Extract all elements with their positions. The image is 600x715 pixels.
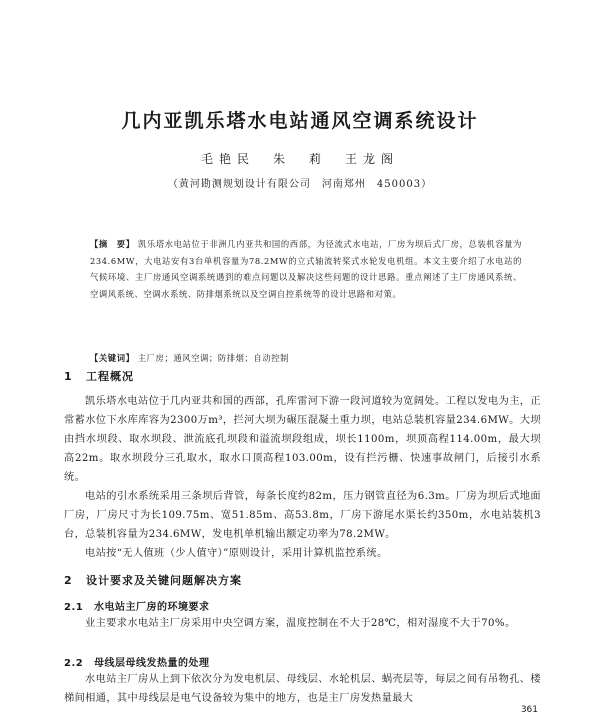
section-title: 设计要求及关键问题解决方案 <box>86 574 242 587</box>
subsection-title: 母线层母线发热量的处理 <box>94 658 210 669</box>
subsection-number: 2.2 <box>64 658 84 669</box>
paper-title: 几内亚凯乐塔水电站通风空调系统设计 <box>121 110 479 132</box>
section-heading <box>64 572 242 588</box>
section-number: 2 <box>64 574 73 587</box>
section-title: 工程概况 <box>86 370 134 383</box>
body-paragraph: 水电站主厂房从上到下依次分为发电机层、母线层、水轮机层、蜗壳层等，每层之间有吊物孔、楼梯间相通，其中母线层是电气设备较为集中的地方，也是主厂房发热量最大 <box>64 674 541 704</box>
page-number: 361 <box>520 705 538 715</box>
body-paragraph: 业主要求水电站主厂房采用中央空调方案，温度控制在不大于28℃，相对湿度不大于70%。 <box>85 618 516 629</box>
subsection-title: 水电站主厂房的环境要求 <box>94 602 210 613</box>
subsection-heading <box>64 654 210 669</box>
body-paragraph: 电站的引水系统采用三条坝后背管，每条长度约82m，压力钢管直径为6.3m。厂房为坝后式地面厂房，厂房尺寸为长109.75m、宽51.85m、高53.8m，厂房下游尾水渠长约350m，水电站装机3台，总装机容量为234.6MW，发电机单机输出额定功率为78.2MW。 <box>64 491 541 540</box>
keywords-label: 【关键词】 <box>90 353 135 363</box>
abstract-label: 【摘 要】 <box>90 239 135 249</box>
keywords-text: 主厂房；通风空调；防排烟；自动控制 <box>137 353 289 363</box>
subsection-heading <box>64 598 210 613</box>
keywords-block <box>90 351 522 365</box>
section-number: 1 <box>64 370 73 383</box>
body-paragraph: 凯乐塔水电站位于几内亚共和国的西部，孔库雷河下游一段河道较为宽阔处。工程以发电为主，正常蓄水位下水库库容为2300万m³，拦河大坝为碾压混凝土重力坝，电站总装机容量234.6MW。大坝由挡水坝段、取水坝段、泄流底孔坝段和溢流坝段组成，坝长1100m，坝顶高程114.00m，最大坝高22m。取水坝段分三孔取水，取水口顶高程103.00m，设有拦污栅、快速事故闸门，后接引水系统。 <box>64 396 541 483</box>
section-heading <box>64 368 134 384</box>
author-list: 毛艳民 朱 莉 王龙阁 <box>200 152 399 166</box>
abstract-text: 凯乐塔水电站位于非洲几内亚共和国的西部，为径流式水电站，厂房为坝后式厂房，总装机容量为234.6MW，大电站安有3台单机容量为78.2MW的立式轴流转桨式水轮发电机组。本文主要介绍了水电站的气候环境、主厂房通风空调系统遇到的难点问题以及解决这些问题的设计思路。重点阐述了主厂房通风系统、空调风系统、空调水系统、防排烟系统以及空调自控系统等的设计思路和对策。 <box>90 239 522 299</box>
body-paragraph: 电站按“无人值班（少人值守）”原则设计，采用计算机监控系统。 <box>85 548 388 559</box>
abstract-block <box>90 236 522 302</box>
subsection-number: 2.1 <box>64 602 84 613</box>
author-affiliation: （黄河勘测规划设计有限公司 河南郑州 450003） <box>167 179 433 190</box>
